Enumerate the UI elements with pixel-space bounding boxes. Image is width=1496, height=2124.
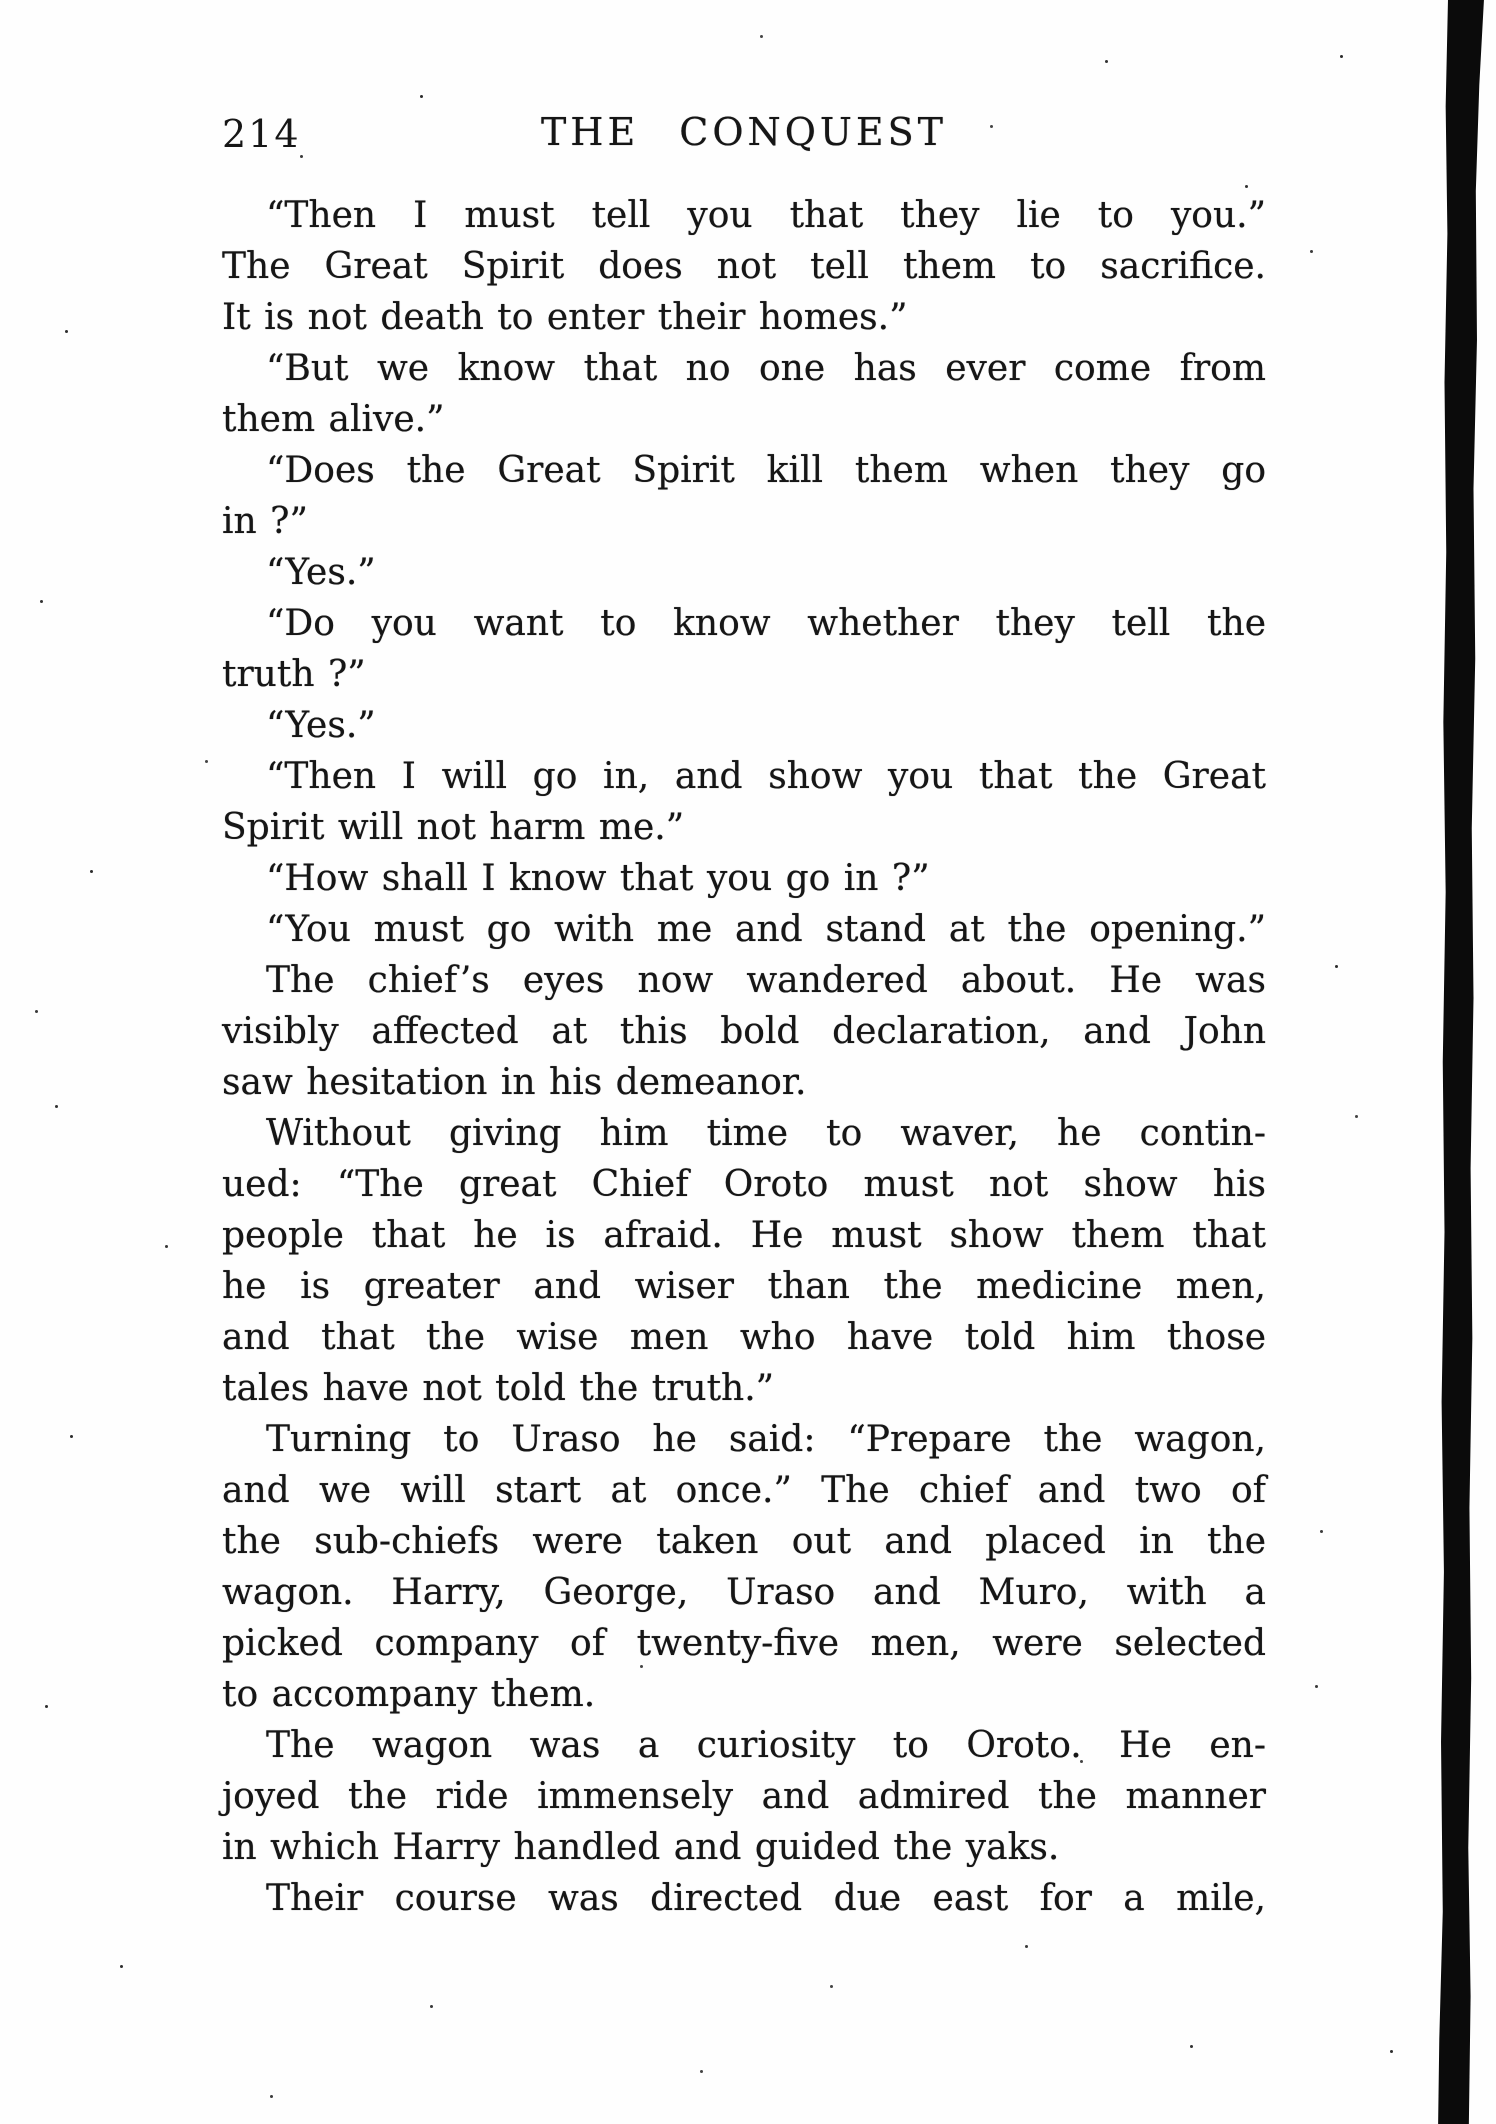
text-line: visibly affected at this bold declaration, and John <box>222 1011 1266 1052</box>
text-line: ued: “The great Chief Oroto must not show his <box>222 1164 1266 1205</box>
text-line: people that he is afraid. He must show them that <box>222 1215 1266 1256</box>
text-line: “But we know that no one has ever come from <box>266 348 1266 389</box>
paragraph <box>222 1108 1266 1414</box>
text-line: Spirit will not harm me.” <box>222 807 685 848</box>
paragraph <box>222 700 1266 751</box>
text-line: truth ?” <box>222 654 366 695</box>
text-line: The Great Spirit does not tell them to sacrifice. <box>222 246 1266 287</box>
text-line: picked company of twenty-five men, were selected <box>222 1623 1266 1664</box>
text-line: to accompany them. <box>222 1674 596 1715</box>
text-line: “How shall I know that you go in ?” <box>266 858 930 899</box>
text-line: tales have not told the truth.” <box>222 1368 775 1409</box>
paragraph <box>222 1414 1266 1720</box>
text-line: in ?” <box>222 501 308 542</box>
text-line: “Yes.” <box>266 705 376 746</box>
text-line: Turning to Uraso he said: “Prepare the wagon, <box>266 1419 1266 1460</box>
text-line: them alive.” <box>222 399 445 440</box>
text-line: “You must go with me and stand at the opening.” <box>266 909 1266 950</box>
paragraph <box>222 598 1266 700</box>
text-line: and we will start at once.” The chief and two of <box>222 1470 1266 1511</box>
paragraph <box>222 1873 1266 1924</box>
page-number: 214 <box>222 112 301 156</box>
text-line: joyed the ride immensely and admired the manner <box>222 1776 1266 1817</box>
text-line: “Yes.” <box>266 552 376 593</box>
text-line: It is not death to enter their homes.” <box>222 297 908 338</box>
text-line: Their course was directed due east for a mile, <box>266 1878 1266 1919</box>
body-text <box>222 190 1266 1924</box>
scan-gutter-shadow <box>1430 0 1488 2124</box>
text-line: “Then I will go in, and show you that the Great <box>266 756 1266 797</box>
text-line: saw hesitation in his demeanor. <box>222 1062 807 1103</box>
text-line: The chief’s eyes now wandered about. He was <box>266 960 1266 1001</box>
scan-noise-specks <box>0 0 3 3</box>
text-line: he is greater and wiser than the medicine men, <box>222 1266 1266 1307</box>
paragraph <box>222 955 1266 1108</box>
text-line: The wagon was a curiosity to Oroto. He en- <box>266 1725 1266 1766</box>
paragraph <box>222 547 1266 598</box>
paragraph <box>222 343 1266 445</box>
running-head <box>222 110 1266 160</box>
paragraph <box>222 904 1266 955</box>
text-line: Without giving him time to waver, he contin- <box>266 1113 1266 1154</box>
paragraph <box>222 853 1266 904</box>
text-line: in which Harry handled and guided the yaks. <box>222 1827 1060 1868</box>
paragraph <box>222 190 1266 343</box>
paragraph <box>222 445 1266 547</box>
text-line: “Does the Great Spirit kill them when they go <box>266 450 1266 491</box>
text-line: wagon. Harry, George, Uraso and Muro, with a <box>222 1572 1266 1613</box>
text-line: the sub-chiefs were taken out and placed in the <box>222 1521 1266 1562</box>
text-line: “Do you want to know whether they tell the <box>266 603 1266 644</box>
text-line: and that the wise men who have told him those <box>222 1317 1266 1358</box>
running-title: THE CONQUEST <box>540 110 948 154</box>
text-line: “Then I must tell you that they lie to you.” <box>266 195 1266 236</box>
paragraph <box>222 751 1266 853</box>
paragraph <box>222 1720 1266 1873</box>
